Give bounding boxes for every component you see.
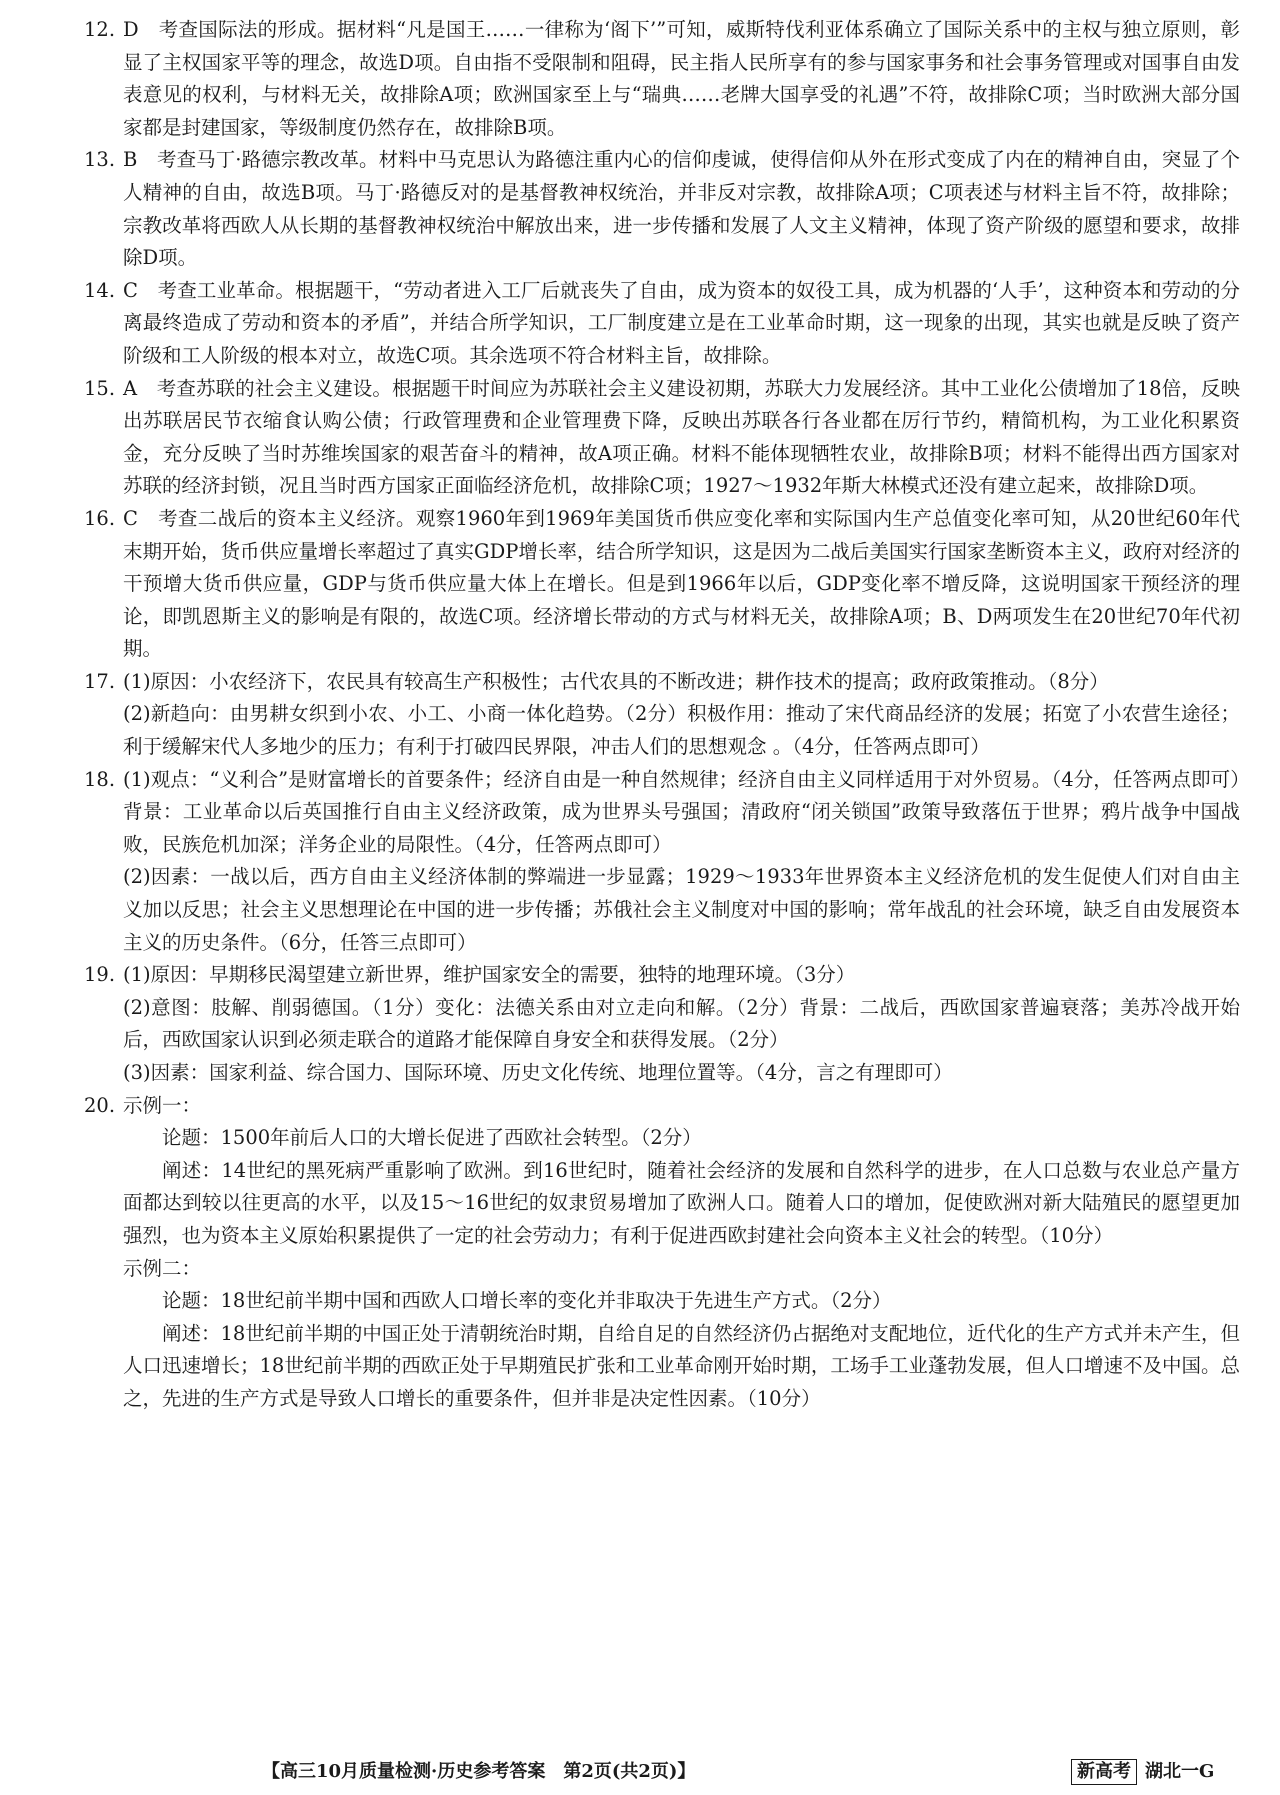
- answer-18-part-2: (2)因素：一战以后，西方自由主义经济体制的弊端进一步显露；1929～1933年世界资本主义经济危机的发生促使人们对自由主义加以反思；社会主义思想理论在中国的进一步传播；苏俄社会主义制度对中国的影响；常年战乱的社会环境，缺乏自由发展资本主义的历史条件。（6分，任答三点即可）: [123, 865, 1240, 954]
- question-number: 18.: [84, 767, 116, 791]
- answer-20-example-2-label: 示例二：: [123, 1256, 202, 1280]
- answer-text: C 考查二战后的资本主义经济。观察1960年到1969年美国货币供应变化率和实际国内生产总值变化率可知，从20世纪60年代末期开始，货币供应量增长率超过了真实GDP增长率，结合所学知识，这是因为二战后美国实行国家垄断资本主义，政府对经济的干预增大货币供应量，GDP与货币供应量大体上在增长。但是到1966年以后，GDP变化率不增反降，这说明国家干预经济的理论，即凯恩斯主义的影响是有限的，故选C项。经济增长带动的方式与材料无关，故排除A项；B、D两项发生在20世纪70年代初期。: [123, 506, 1240, 661]
- question-number: 17.: [84, 669, 116, 693]
- answer-sheet: [84, 14, 1240, 1416]
- answer-20-example-2-body: 阐述：18世纪前半期的中国正处于清朝统治时期，自给自足的自然经济仍占据绝对支配地位，近代化的生产方式并未产生，但人口迅速增长；18世纪前半期的西欧正处于早期殖民扩张和工业革命刚开始时期，工场手工业蓬勃发展，但人口增速不及中国。总之，先进的生产方式是导致人口增长的重要条件，但并非是决定性因素。（10分）: [123, 1321, 1240, 1410]
- answer-text: C 考查工业革命。根据题干，“劳动者进入工厂后就丧失了自由，成为资本的奴役工具，成为机器的‘人手’，这种资本和劳动的分离最终造成了劳动和资本的矛盾”，并结合所学知识，工厂制度建立是在工业革命时期，这一现象的出现，其实也就是反映了资产阶级和工人阶级的根本对立，故选C项。其余选项不符合材料主旨，故排除。: [123, 278, 1240, 367]
- footer-region: [1071, 1757, 1214, 1787]
- answer-18-part-1: [84, 764, 1240, 862]
- page-footer: [0, 1753, 1280, 1787]
- answer-20-example-1-thesis: 论题：1500年前后人口的大增长促进了西欧社会转型。（2分）: [162, 1126, 702, 1150]
- answer-16: [84, 503, 1240, 666]
- answer-14: [84, 275, 1240, 373]
- answer-15: [84, 373, 1240, 503]
- answer-text: (1)原因：小农经济下，农民具有较高生产积极性；古代农具的不断改进；耕作技术的提高；政府政策推动。（8分）: [123, 669, 1109, 693]
- question-number: 19.: [84, 963, 116, 987]
- answer-text: B 考查马丁·路德宗教改革。材料中马克思认为路德注重内心的信仰虔诚，使得信仰从外在形式变成了内在的精神自由，突显了个人精神的自由，故选B项。马丁·路德反对的是基督教神权统治，并非反对宗教，故排除A项；C项表述与材料主旨不符，故排除；宗教改革将西欧人从长期的基督教神权统治中解放出来，进一步传播和发展了人文主义精神，体现了资产阶级的愿望和要求，故排除D项。: [123, 148, 1240, 270]
- exam-type-badge: 新高考: [1071, 1759, 1137, 1785]
- answer-text: (1)观点：“义利合”是财富增长的首要条件；经济自由是一种自然规律；经济自由主义同样适用于对外贸易。（4分，任答两点即可）背景：工业革命以后英国推行自由主义经济政策，成为世界头号强国；清政府“闭关锁国”政策导致落伍于世界；鸦片战争中国战败，民族危机加深；洋务企业的局限性。（4分，任答两点即可）: [123, 767, 1240, 856]
- question-number: 15.: [84, 376, 116, 400]
- question-number: 13.: [84, 148, 116, 172]
- answer-19-part-1: [84, 959, 1240, 992]
- answer-20-example-1-body: 阐述：14世纪的黑死病严重影响了欧洲。到16世纪时，随着社会经济的发展和自然科学的进步，在人口总数与农业总产量方面都达到较以往更高的水平，以及15～16世纪的奴隶贸易增加了欧洲人口。随着人口的增加，促使欧洲对新大陆殖民的愿望更加强烈，也为资本主义原始积累提供了一定的社会劳动力；有利于促进西欧封建社会向资本主义社会的转型。（10分）: [123, 1158, 1240, 1247]
- answer-text: D 考查国际法的形成。据材料“凡是国王……一律称为‘阁下’”可知，威斯特伐利亚体系确立了国际关系中的主权与独立原则，彰显了主权国家平等的理念，故选D项。自由指不受限制和阻碍，民主指人民所享有的参与国家事务和社会事务管理或对国事自由发表意见的权利，与材料无关，故排除A项；欧洲国家至上与“瑞典……老牌大国享受的礼遇”不符，故排除C项；当时欧洲大部分国家都是封建国家，等级制度仍然存在，故排除B项。: [123, 18, 1240, 139]
- answer-13: [84, 144, 1240, 274]
- answer-17-part-1: [84, 666, 1240, 699]
- answer-12: [84, 14, 1240, 144]
- question-number: 12.: [84, 18, 116, 41]
- region-code: 湖北一G: [1145, 1761, 1215, 1782]
- example-label: 示例一：: [123, 1093, 202, 1117]
- answer-text: (1)原因：早期移民渴望建立新世界，维护国家安全的需要，独特的地理环境。（3分）: [123, 963, 856, 987]
- answer-19-part-2: (2)意图：肢解、削弱德国。（1分）变化：法德关系由对立走向和解。（2分）背景：二战后，西欧国家普遍衰落；美苏冷战开始后，西欧国家认识到必须走联合的道路才能保障自身安全和获得发展。（2分）: [123, 995, 1240, 1052]
- question-number: 16.: [84, 506, 116, 530]
- answer-20-example-1-label: [84, 1090, 1240, 1123]
- footer-title: 【高三10月质量检测·历史参考答案 第2页(共2页)】: [262, 1761, 696, 1782]
- question-number: 14.: [84, 278, 116, 302]
- answer-text: A 考查苏联的社会主义建设。根据题干时间应为苏联社会主义建设初期，苏联大力发展经济。其中工业化公债增加了18倍，反映出苏联居民节衣缩食认购公债；行政管理费和企业管理费下降，反映出苏联各行各业都在厉行节约，精简机构，为工业化积累资金，充分反映了当时苏维埃国家的艰苦奋斗的精神，故A项正确。材料不能体现牺牲农业，故排除B项；材料不能得出西方国家对苏联的经济封锁，况且当时西方国家正面临经济危机，故排除C项；1927～1932年斯大林模式还没有建立起来，故排除D项。: [123, 376, 1240, 498]
- answer-20-example-2-thesis: 论题：18世纪前半期中国和西欧人口增长率的变化并非取决于先进生产方式。（2分）: [162, 1289, 892, 1313]
- question-number: 20.: [84, 1093, 116, 1117]
- answer-19-part-3: (3)因素：国家利益、综合国力、国际环境、历史文化传统、地理位置等。（4分，言之有理即可）: [123, 1061, 953, 1084]
- answer-17-part-2: (2)新趋向：由男耕女织到小农、小工、小商一体化趋势。（2分）积极作用：推动了宋代商品经济的发展；拓宽了小农营生途径；利于缓解宋代人多地少的压力；有利于打破四民界限，冲击人们的思想观念 。（4分，任答两点即可）: [123, 702, 1240, 759]
